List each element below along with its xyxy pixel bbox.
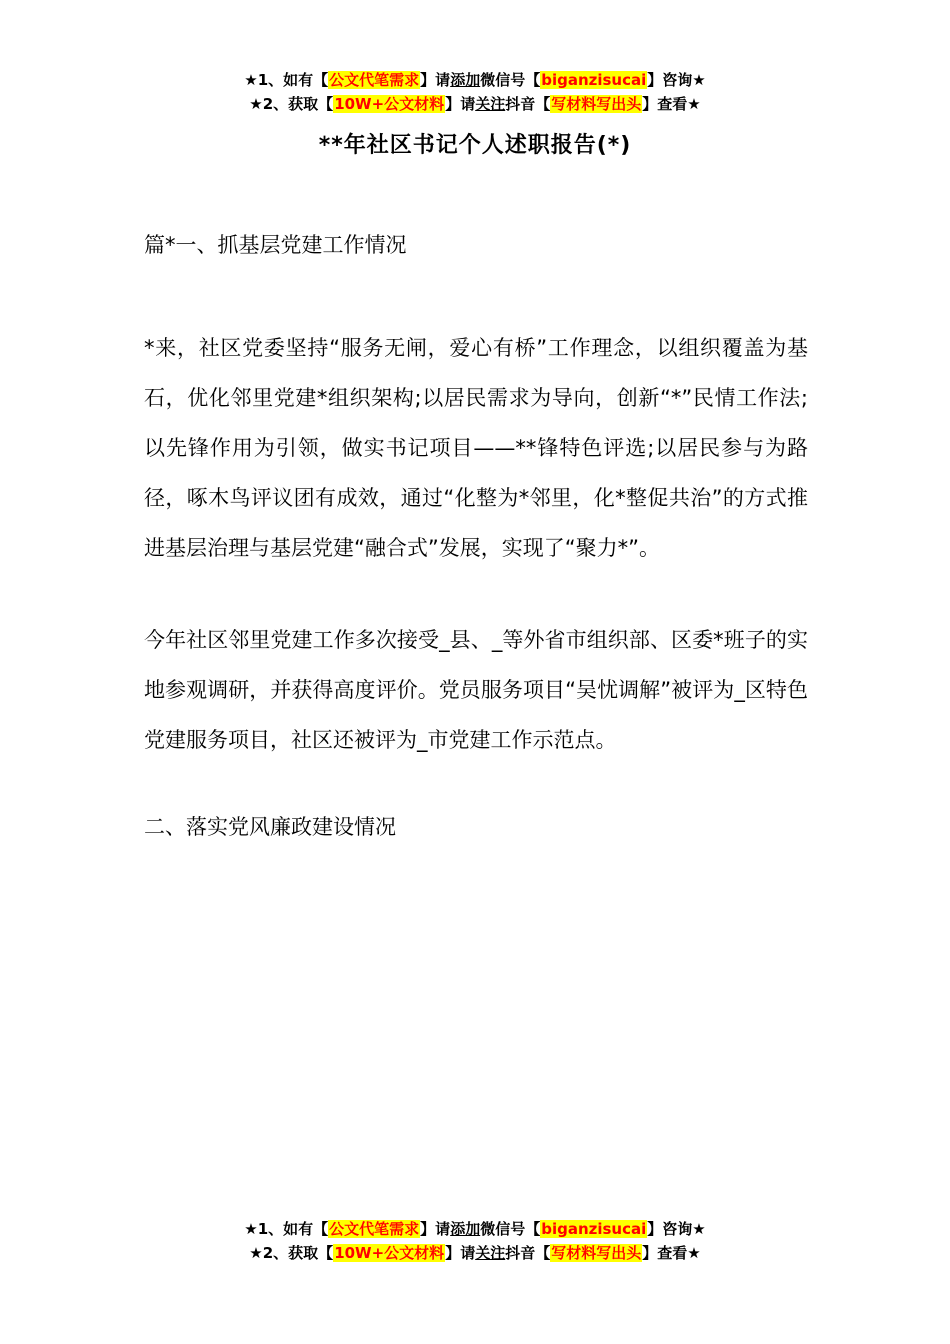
section-heading-1: 篇*一、抓基层党建工作情况: [144, 233, 407, 257]
promo-highlight: 10W+公文材料: [334, 1244, 445, 1262]
promo-banner-top: [0, 68, 950, 116]
promo-text: ★2、获取【: [249, 95, 334, 113]
promo-line-1: [0, 1217, 950, 1241]
promo-text: 】查看★: [642, 1244, 701, 1262]
promo-text: 微信号【: [480, 1220, 541, 1238]
promo-text: 】咨询★: [647, 71, 706, 89]
promo-highlight: 写材料写出头: [551, 95, 642, 113]
promo-text: 】咨询★: [647, 1220, 706, 1238]
promo-line-2: [0, 92, 950, 116]
promo-line-1: [0, 68, 950, 92]
promo-text: 】请: [445, 95, 476, 113]
promo-line-2: [0, 1241, 950, 1265]
promo-text: 】请: [420, 71, 451, 89]
promo-highlight: 写材料写出头: [551, 1244, 642, 1262]
promo-text: 】查看★: [642, 95, 701, 113]
promo-highlight: 公文代笔需求: [329, 1220, 420, 1238]
promo-highlight: 公文代笔需求: [329, 71, 420, 89]
promo-text: 微信号【: [480, 71, 541, 89]
promo-underline: 添加: [450, 71, 481, 89]
promo-underline: 添加: [450, 1220, 481, 1238]
promo-highlight: biganzisucai: [541, 1220, 647, 1238]
document-title: **年社区书记个人述职报告(*): [318, 133, 632, 158]
promo-text: 】请: [445, 1244, 476, 1262]
paragraph-2: 今年社区邻里党建工作多次接受_县、_等外省市组织部、区委*班子的实地参观调研，并获得高度评价。党员服务项目“吴忧调解”被评为_区特色党建服务项目，社区还被评为_市党建工作示范点。: [144, 628, 808, 752]
promo-text: ★1、如有【: [244, 1220, 329, 1238]
promo-text: 抖音【: [505, 1244, 551, 1262]
promo-highlight: 10W+公文材料: [334, 95, 445, 113]
promo-text: 】请: [420, 1220, 451, 1238]
promo-underline: 关注: [475, 95, 506, 113]
document-body: [144, 225, 808, 847]
promo-banner-bottom: [0, 1217, 950, 1265]
promo-text: 抖音【: [505, 95, 551, 113]
section-heading-2: 二、落实党风廉政建设情况: [144, 815, 396, 839]
promo-text: ★1、如有【: [244, 71, 329, 89]
promo-text: ★2、获取【: [249, 1244, 334, 1262]
promo-highlight: biganzisucai: [541, 71, 647, 89]
paragraph-1: *来，社区党委坚持“服务无闸，爱心有桥”工作理念，以组织覆盖为基石，优化邻里党建*组织架构;以居民需求为导向，创新“*”民情工作法;以先锋作用为引领，做实书记项目——**锋特色评选;以居民参与为路径，啄木鸟评议团有成效，通过“化整为*邻里，化*整促共治”的方式推进基层治理与基层党建“融合式”发展，实现了“聚力*”。: [144, 336, 808, 560]
promo-underline: 关注: [475, 1244, 506, 1262]
